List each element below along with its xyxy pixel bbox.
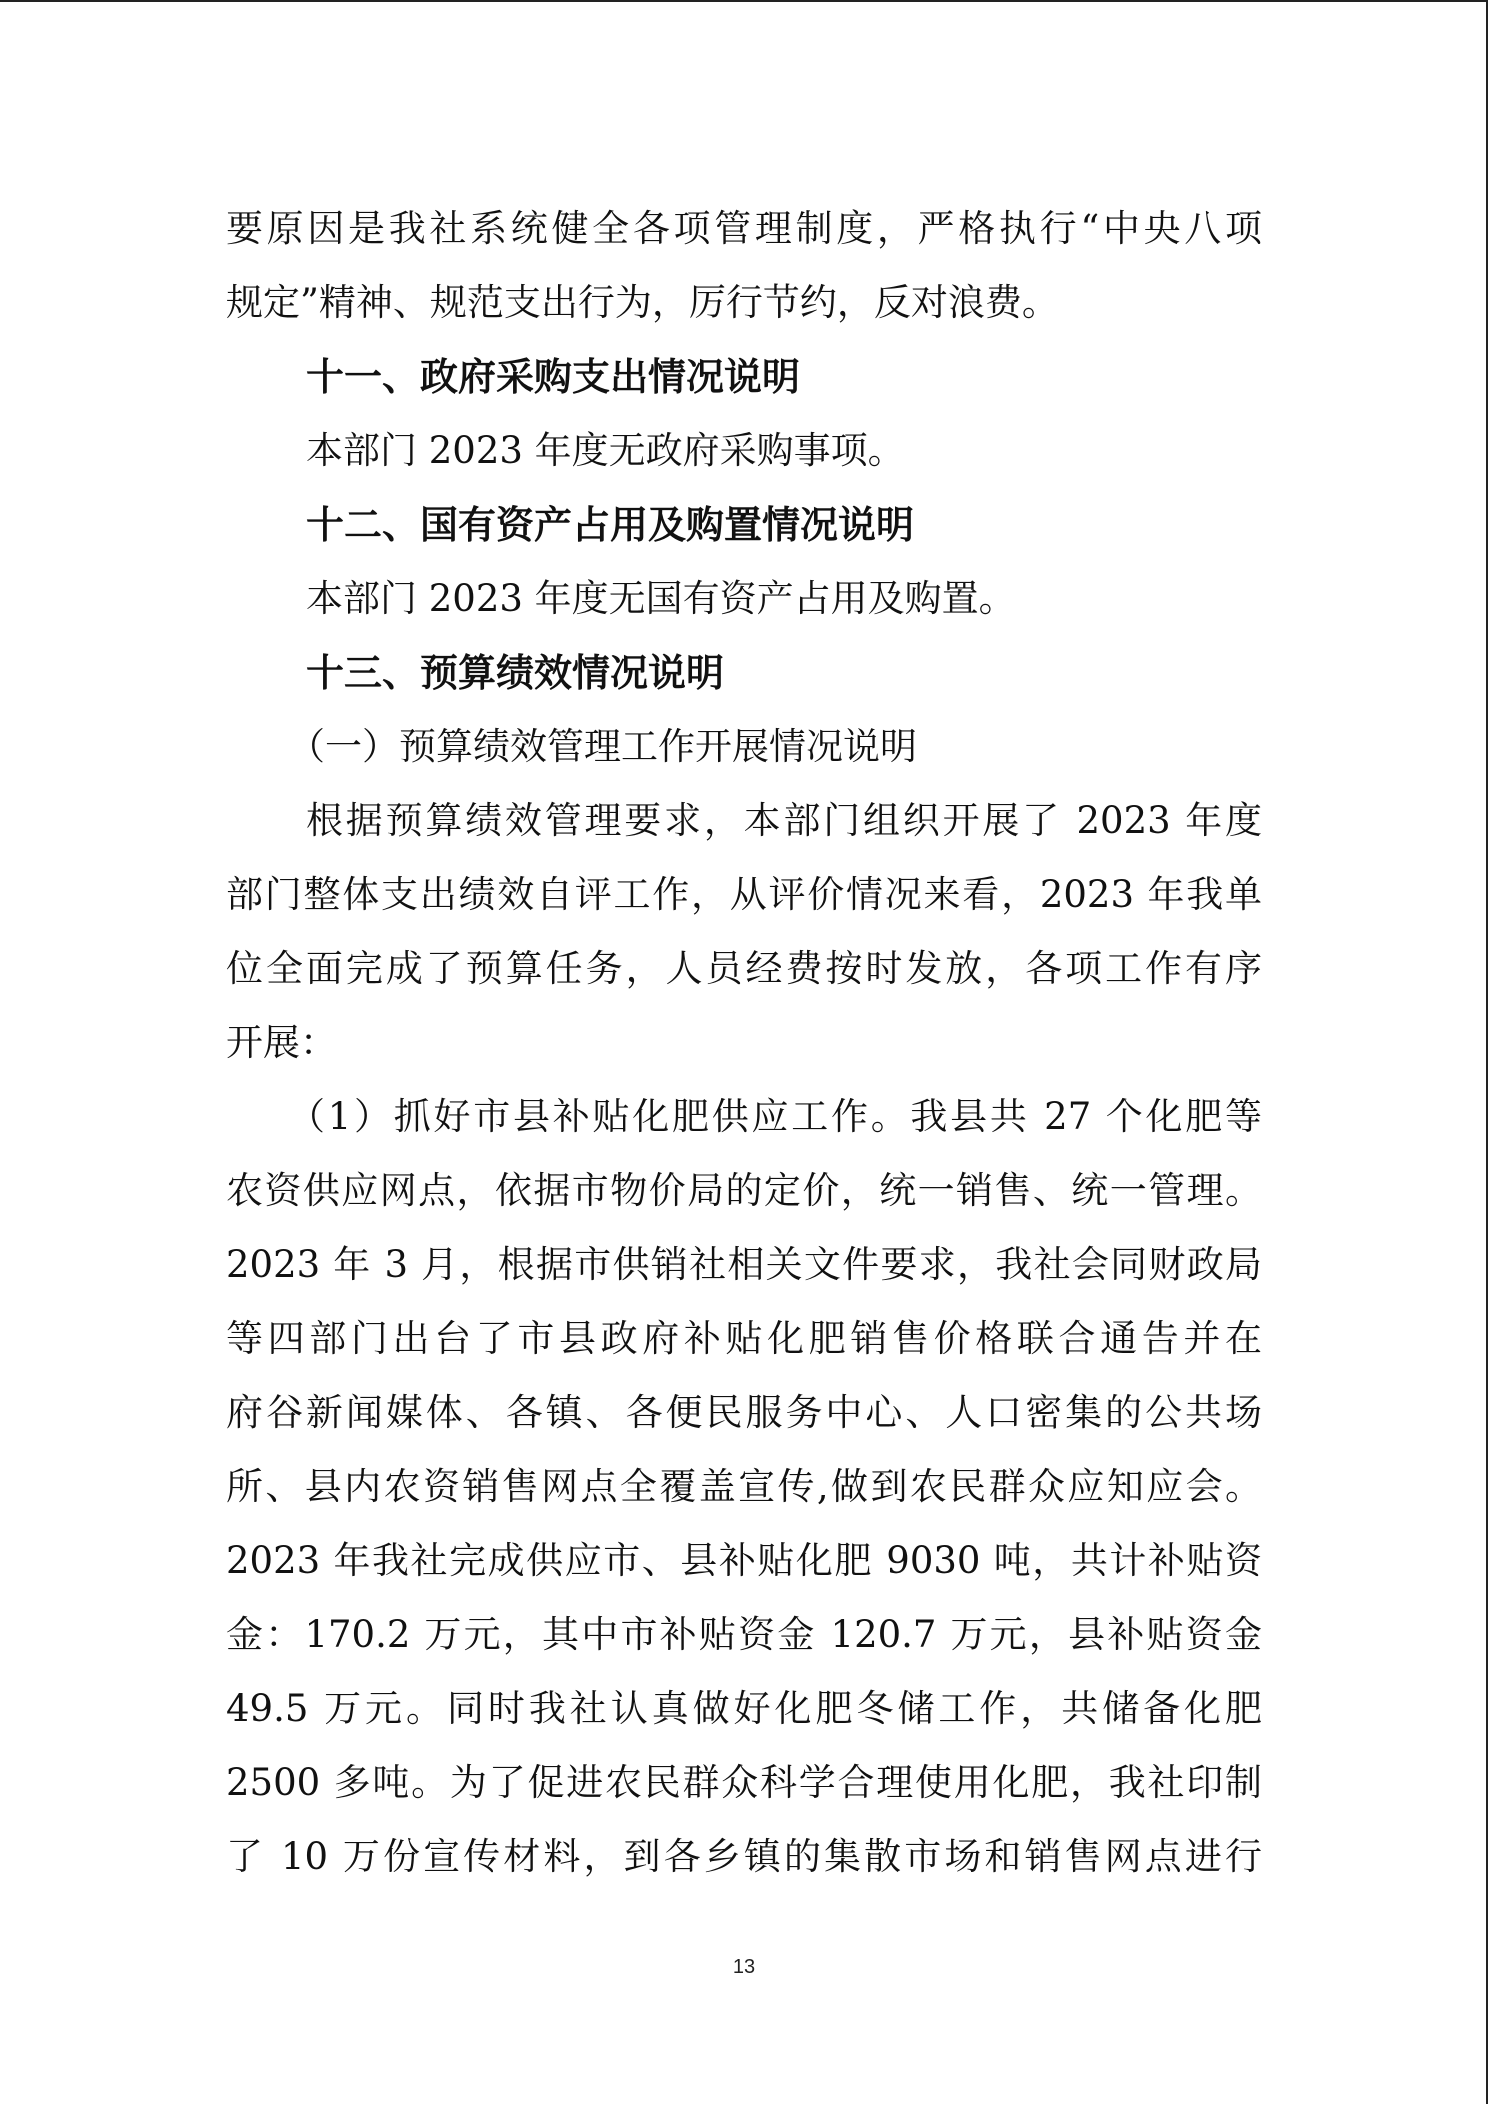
text-line: 2500 多吨。为了促进农民群众科学合理使用化肥，我社印制	[226, 1761, 1262, 1804]
paragraph-performance	[226, 784, 1262, 1080]
text-line: 农资供应网点，依据市物价局的定价，统一销售、统一管理。	[226, 1169, 1262, 1212]
text-line: （1）抓好市县补贴化肥供应工作。我县共 27 个化肥等	[288, 1095, 1262, 1138]
text-line: 49.5 万元。同时我社认真做好化肥冬储工作，共储备化肥	[226, 1687, 1262, 1730]
paragraph-procurement: 本部门 2023 年度无政府采购事项。	[306, 429, 905, 472]
text-line: 开展：	[226, 1021, 337, 1064]
paragraph-fertilizer-supply	[226, 1080, 1262, 1894]
text-line: 了 10 万份宣传材料，到各乡镇的集散市场和销售网点进行	[226, 1835, 1262, 1878]
text-line: 部门整体支出绩效自评工作，从评价情况来看，2023 年我单	[226, 873, 1262, 916]
text-line: 位全面完成了预算任务，人员经费按时发放，各项工作有序	[226, 947, 1262, 990]
section-heading-13: 十三、预算绩效情况说明	[306, 651, 725, 695]
text-line: 府谷新闻媒体、各镇、各便民服务中心、人口密集的公共场	[226, 1391, 1262, 1434]
text-line: 规定”精神、规范支出行为，厉行节约，反对浪费。	[226, 281, 1059, 324]
paragraph-continuation	[226, 192, 1262, 340]
section-heading-11: 十一、政府采购支出情况说明	[306, 355, 801, 399]
text-line: 等四部门出台了市县政府补贴化肥销售价格联合通告并在	[226, 1317, 1262, 1360]
section-heading-12: 十二、国有资产占用及购置情况说明	[306, 503, 915, 547]
page-number: 13	[732, 1956, 756, 1978]
text-line: 金：170.2 万元，其中市补贴资金 120.7 万元，县补贴资金	[226, 1613, 1262, 1656]
subsection-heading-1: （一）预算绩效管理工作开展情况说明	[288, 725, 917, 768]
text-line: 根据预算绩效管理要求，本部门组织开展了 2023 年度	[306, 799, 1262, 842]
text-line: 要原因是我社系统健全各项管理制度，严格执行“中央八项	[226, 207, 1262, 250]
document-body	[226, 192, 1262, 1894]
text-line: 所、县内农资销售网点全覆盖宣传,做到农民群众应知应会。	[226, 1465, 1262, 1508]
text-line: 2023 年 3 月，根据市供销社相关文件要求，我社会同财政局	[226, 1243, 1262, 1286]
text-line: 2023 年我社完成供应市、县补贴化肥 9030 吨，共计补贴资	[226, 1539, 1262, 1582]
paragraph-assets: 本部门 2023 年度无国有资产占用及购置。	[306, 577, 1016, 620]
